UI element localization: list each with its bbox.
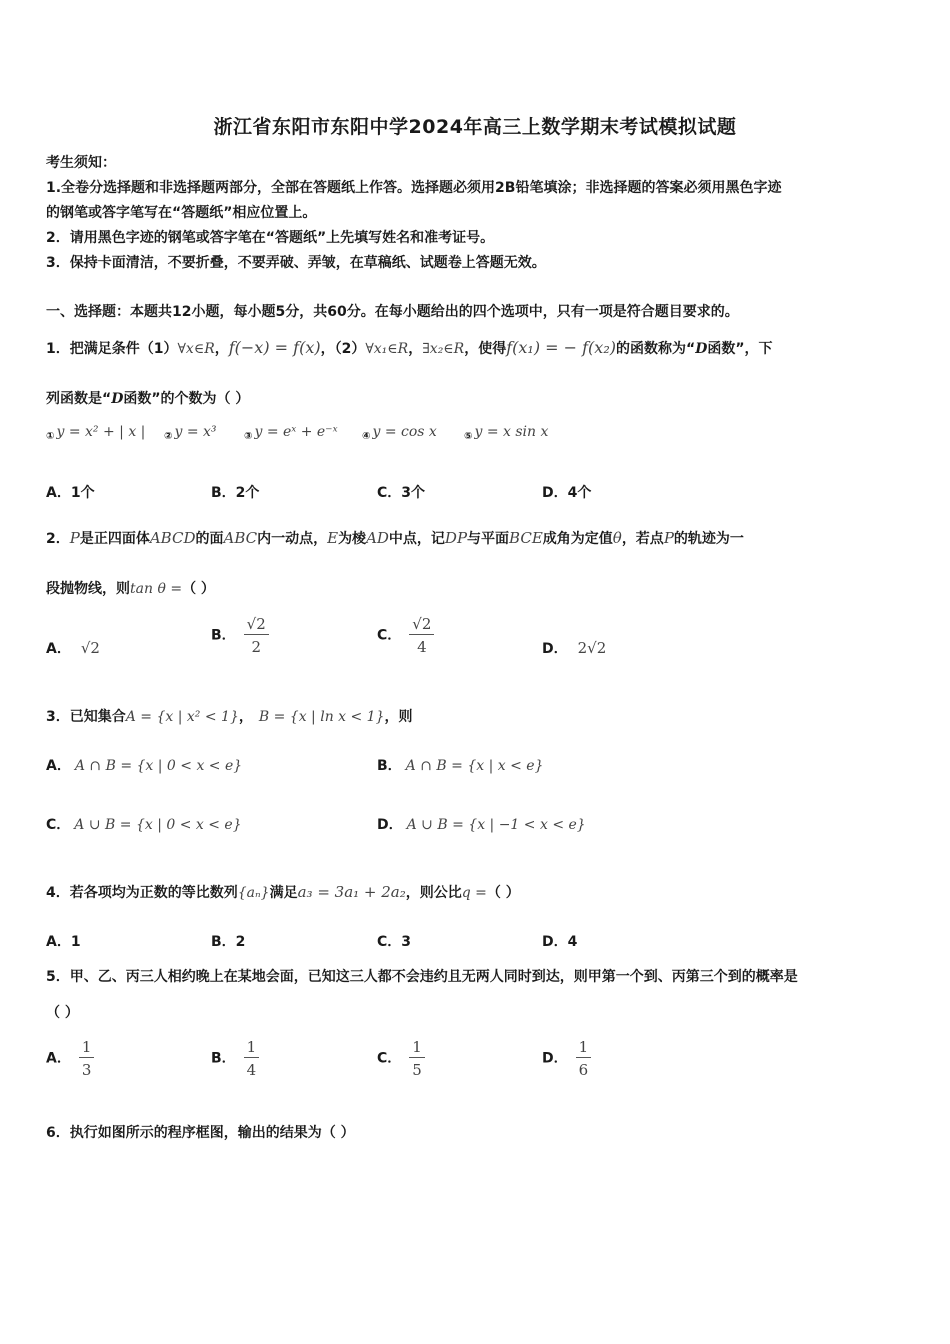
q1-option-d[interactable]: D．4个	[542, 485, 592, 501]
q5-option-b[interactable]: B． $\frac{1}{4}$	[211, 1038, 259, 1079]
q4-option-b[interactable]: B．2	[211, 934, 246, 950]
math-forall-x: ∀x∈R	[177, 341, 215, 357]
q5-option-d[interactable]: D． $\frac{1}{6}$	[542, 1038, 591, 1079]
q1-option-a[interactable]: A．1个	[46, 485, 95, 501]
question-3-stem: 3．已知集合A = {x | x² < 1}， B = {x | ln x < 1}，则	[46, 709, 413, 725]
function-1: y = x² + | x |	[56, 424, 146, 440]
math-recurrence: a₃ = 3a₁ + 2a₂	[297, 883, 406, 901]
q5-option-a[interactable]: A． $\frac{1}{3}$	[46, 1038, 94, 1079]
question-2-line-2: 段抛物线，则tan θ =（ ）	[46, 581, 215, 597]
q3-option-c[interactable]: C． A ∪ B = {x | 0 < x < e}	[46, 817, 242, 833]
q2-option-c[interactable]: C． $\frac{√2}{4}$	[377, 615, 434, 656]
function-2: y = x³	[174, 424, 217, 440]
q3-option-a[interactable]: A． A ∩ B = {x | 0 < x < e}	[46, 758, 243, 774]
q4-option-d[interactable]: D．4	[542, 934, 578, 950]
math-forall-x1: ∀x₁∈R	[365, 341, 409, 357]
q2-option-a[interactable]: A． √2	[46, 639, 100, 657]
math-set-b: B = {x | ln x < 1}	[258, 709, 385, 725]
math-exists-x2: ∃x₂∈R	[422, 341, 465, 357]
notes-item-1: 1.全卷分选择题和非选择题两部分，全部在答题纸上作答。选择题必须用2B铅笔填涂；非选择题的答案必须用黑色字迹	[46, 180, 782, 196]
q1-option-b[interactable]: B．2个	[211, 485, 260, 501]
math-q: q =	[461, 885, 487, 901]
math-set-a: A = {x | x² < 1}	[125, 709, 239, 725]
question-1-line-1: 1．把满足条件（1）∀x∈R，f(−x) = f(x)，（2）∀x₁∈R，∃x₂∈R，使得f(x₁) = − f(x₂)的函数称为“D函数”，下	[46, 338, 773, 357]
question-1-line-2: 列函数是“D函数”的个数为（ ）	[46, 391, 250, 407]
math-sequence: {aₙ}	[237, 885, 270, 901]
q3-option-b[interactable]: B． A ∩ B = {x | x < e}	[377, 758, 544, 774]
q2-option-b[interactable]: B． $\frac{√2}{2}$	[211, 615, 269, 656]
function-3: y = eˣ + e⁻ˣ	[254, 424, 338, 440]
q4-option-a[interactable]: A．1	[46, 934, 81, 950]
function-4: y = cos x	[372, 424, 437, 440]
q1-option-c[interactable]: C．3个	[377, 485, 426, 501]
math-tan-theta: tan θ =	[130, 581, 183, 597]
notes-item-3: 3．保持卡面清洁，不要折叠，不要弄破、弄皱，在草稿纸、试题卷上答题无效。	[46, 255, 546, 271]
section-header: 一、选择题：本题共12小题，每小题5分，共60分。在每小题给出的四个选项中，只有一项是符合题目要求的。	[46, 304, 739, 320]
question-5-line-2: （ ）	[46, 1005, 79, 1021]
math-even-condition: f(−x) = f(x)	[228, 338, 321, 357]
question-4-stem: 4．若各项均为正数的等比数列{aₙ}满足a₃ = 3a₁ + 2a₂，则公比q =（ ）	[46, 883, 520, 901]
q5-option-c[interactable]: C． $\frac{1}{5}$	[377, 1038, 425, 1079]
notes-heading: 考生须知：	[46, 155, 116, 171]
question-5-line-1: 5．甲、乙、丙三人相约晚上在某地会面，已知这三人都不会违约且无两人同时到达，则甲第一个到、丙第三个到的概率是	[46, 969, 798, 985]
question-6-stem: 6．执行如图所示的程序框图，输出的结果为（ ）	[46, 1125, 355, 1141]
math-odd-condition: f(x₁) = − f(x₂)	[506, 338, 616, 357]
function-5: y = x sin x	[474, 424, 549, 440]
notes-item-2: 2．请用黑色字迹的钢笔或答字笔在“答题纸”上先填写姓名和准考证号。	[46, 230, 495, 246]
question-2-line-1: 2．P是正四面体ABCD的面ABC内一动点，E为棱AD中点，记DP与平面BCE成角为定值θ，若点P的轨迹为一	[46, 529, 744, 547]
question-1-functions: $_①$ y = x² + | x | $_②$ y = x³ $_③$ y = eˣ + e⁻ˣ $_④$ y = cos x $_⑤$ y = x sin x	[46, 424, 549, 442]
q2-option-d[interactable]: D． 2√2	[542, 639, 607, 657]
notes-item-1-cont: 的钢笔或答字笔写在“答题纸”相应位置上。	[46, 205, 317, 221]
q4-option-c[interactable]: C．3	[377, 934, 412, 950]
q3-option-d[interactable]: D． A ∪ B = {x | −1 < x < e}	[377, 817, 586, 833]
exam-title: 浙江省东阳市东阳中学2024年高三上数学期末考试模拟试题	[213, 116, 737, 138]
